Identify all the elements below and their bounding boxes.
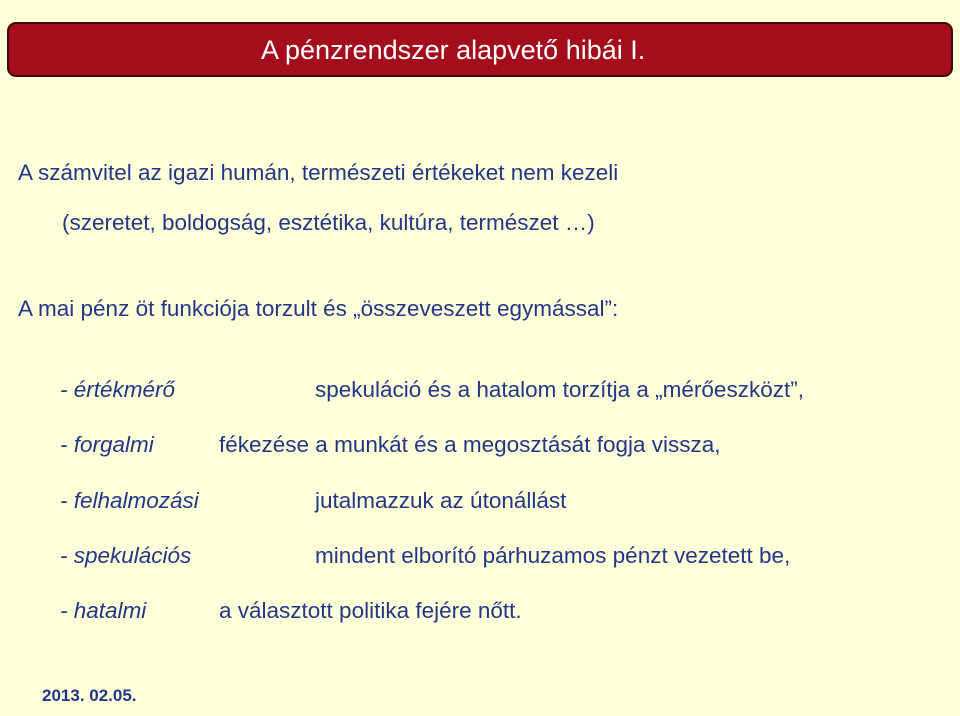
function-label-felhalmozasi: - felhalmozási bbox=[60, 488, 199, 513]
function-label-spekulacios: - spekulációs bbox=[60, 543, 192, 568]
function-desc-ertekmero: spekuláció és a hatalom torzítja a „mérőeszközt”, bbox=[315, 377, 804, 402]
paragraph2: A mai pénz öt funkciója torzult és „összeveszett egymással”: bbox=[18, 296, 619, 321]
function-label-ertekmero: - értékmérő bbox=[60, 377, 176, 402]
function-desc-forgalmi: fékezése a munkát és a megosztását fogja vissza, bbox=[219, 432, 721, 457]
paragraph1-line2: (szeretet, boldogság, esztétika, kultúra, természet …) bbox=[62, 210, 595, 235]
function-label-hatalmi: - hatalmi bbox=[60, 598, 147, 623]
function-desc-hatalmi: a választott politika fejére nőtt. bbox=[219, 598, 522, 623]
function-label-forgalmi: - forgalmi bbox=[60, 432, 154, 457]
paragraph1-line1: A számvitel az igazi humán, természeti értékeket nem kezeli bbox=[18, 160, 619, 185]
slide-title: A pénzrendszer alapvető hibái I. bbox=[261, 35, 646, 65]
function-desc-spekulacios: mindent elborító párhuzamos pénzt vezetett be, bbox=[315, 543, 791, 568]
function-desc-felhalmozasi: jutalmazzuk az útonállást bbox=[315, 488, 567, 513]
footer-date: 2013. 02.05. bbox=[42, 686, 137, 705]
